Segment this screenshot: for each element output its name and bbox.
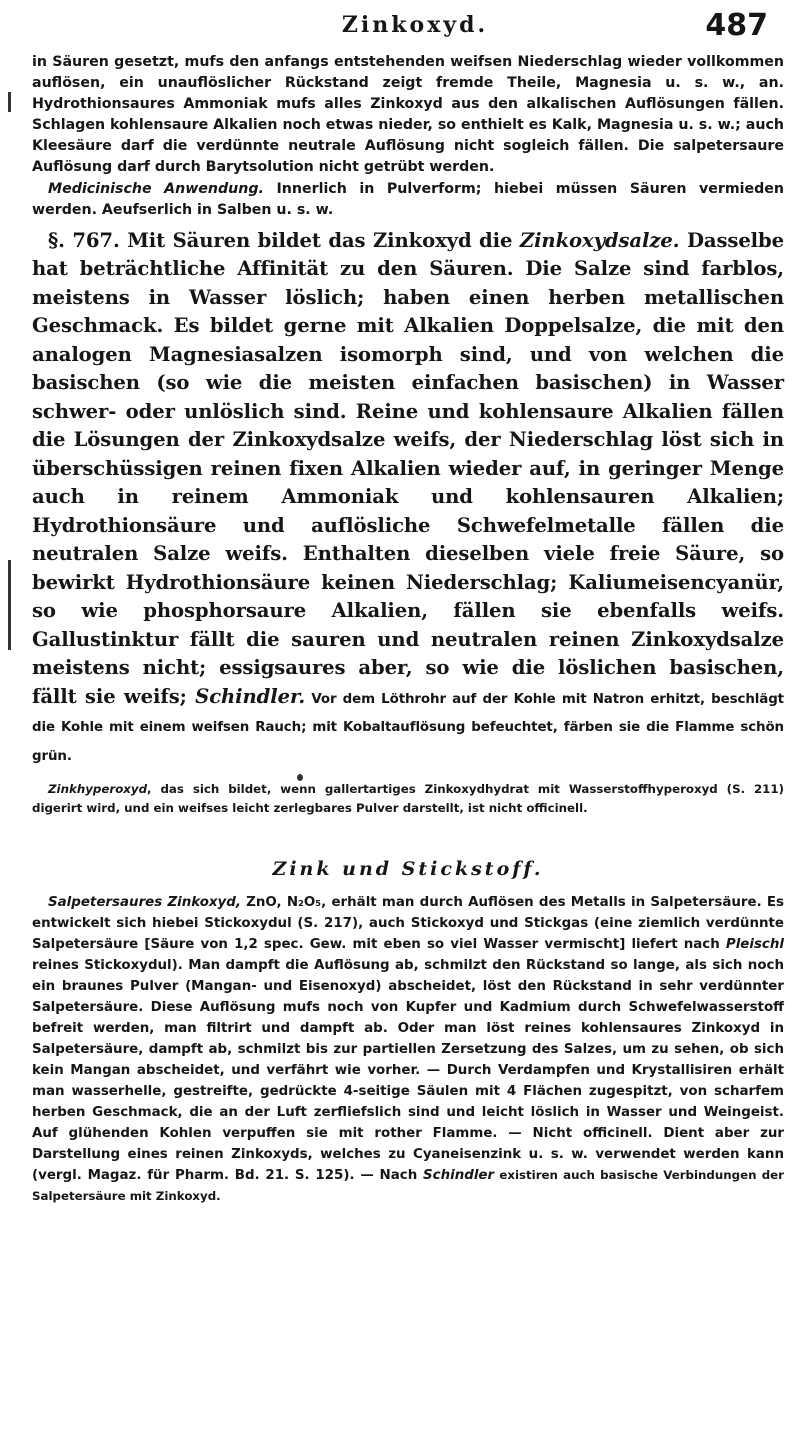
author-pleischl: Pleischl	[725, 937, 784, 953]
section-small-text: Vor dem Löthrohr auf der Kohle mit Natron erhitzt, beschlägt die Kohle mit einem weifsen Rauch; mit Kobaltauflösung befeuchtet, färben sie die Flamme schön grün.	[32, 691, 784, 764]
author-schindler-2: Schindler	[423, 1168, 495, 1184]
margin-mark	[8, 560, 11, 650]
label-medicinal-use: Medicinische Anwendung.	[48, 180, 264, 197]
text-zinkhyperoxyd: , das sich bildet, wenn gallertartiges Zinkoxydhydrat mit Wasserstoffhyperoxyd (S. 211) digerirt wird, und ein weifses leicht zerlegbares Pulver darstellt, ist nicht officinell.	[32, 782, 784, 816]
section-lead: Mit Säuren bildet das Zinkoxyd die	[119, 228, 520, 252]
section-heading: Zink und Stickstoff.	[272, 858, 544, 881]
paragraph-zinkhyperoxyd	[32, 780, 784, 818]
section-text: Dasselbe hat beträchtliche Affinität zu den Säuren. Die Salze sind farblos, meistens in Wasser löslich; haben einen herben metallischen Geschmack. Es bildet gerne mit Alkalien Doppelsalze, die mit den analogen Magnesiasalzen isomorph sind, und von welchen die basischen (so wie die meisten einfachen basischen) in Wasser schwer- oder unlöslich sind. Reine und kohlensaure Alkalien fällen die Lösungen der Zinkoxydsalze weifs, der Niederschlag löst sich in überschüssigen reinen fixen Alkalien wieder auf, in geringer Menge auch in reinem Ammoniak und kohlensauren Alkalien; Hydrothionsäure und auflösliche Schwefelmetalle fällen die neutralen Salze weifs. Enthalten dieselben viele freie Säure, so bewirkt Hydrothionsäure keinen Niederschlag; Kaliumeisencyanür, so wie phosphorsaure Alkalien, fällen sie ebenfalls weifs. Gallustinktur fällt die sauren und neutralen reinen Zinkoxydsalze meistens nicht; essigsaures aber, so wie die löslichen basischen, fällt sie weifs;	[32, 228, 784, 708]
text-zinc-nitrate-2: reines Stickoxydul). Man dampft die Auflösung ab, schmilzt den Rückstand so lange, als sich noch ein braunes Pulver (Mangan- und Eisenoxyd) abscheidet, löst den Rückstand in sehr verdünnter Salpetersäure. Diese Auflösung mufs noch von Kupfer und Kadmium durch Schwefelwasserstoff befreit werden, man filtrirt und dampft ab. Oder man löst reines kohlensaures Zinkoxyd in Salpetersäure, dampft ab, schmilzt bis zur partiellen Zersetzung des Salzes, um zu sehen, ob sich kein Mangan abscheidet, und verfährt wie vorher. — Durch Verdampfen und Krystallisiren erhält man wasserhelle, gestreifte, gedrückte 4-seitige Säulen mit 4 Flächen zugespitzt, von scharfem herben Geschmack, die an der Luft zerfliefslich sind und leicht löslich in Wasser und Weingeist. Auf glühenden Kohlen verpuffen sie mit rother Flamme. — Nicht officinell. Dient aber zur Darstellung eines reinen Zinkoxyds, welches zu Cyaneisenzink u. s. w. verwendet werden kann (vergl. Magaz. für Pharm. Bd. 21. S. 125). — Nach	[32, 958, 784, 1184]
formula-zinc-nitrate: ZnO, N₂O₅,	[240, 895, 327, 911]
paragraph-zinc-nitrate	[32, 892, 784, 1207]
text-zinc-nitrate-3: existiren auch basische Verbindungen der Salpetersäure mit Zinkoxyd.	[32, 1168, 784, 1204]
page-number: 487	[705, 8, 768, 43]
text-zinc-nitrate-1: erhält man durch Auflösen des Metalls in Salpetersäure. Es entwickelt sich hiebei Stickoxydul (S. 217), auch Stickoxyd und Stickgas (eine ziemlich verdünnte Salpetersäure [Säure von 1,2 spec. Gew. mit eben so viel Wasser vermischt] liefert nach	[32, 895, 785, 953]
paragraph-purity-tests: in Säuren gesetzt, mufs den anfangs entstehenden weifsen Niederschlag wieder vollkommen auflösen, ein unauflöslicher Rückstand zeigt fremde Theile, Magnesia u. s. w., an. Hydrothionsaures Ammoniak mufs alles Zinkoxyd aus den alkalischen Auflösungen fällen. Schlagen kohlensaure Alkalien noch etwas nieder, so enthielt es Kalk, Magnesia u. s. w.; auch Kleesäure darf die verdünnte neutrale Auflösung nicht sogleich fällen. Die salpetersaure Auflösung darf durch Barytsolution nicht getrübt werden.	[32, 54, 784, 176]
term-zinkoxydsalze: Zinkoxydsalze.	[519, 228, 680, 252]
author-schindler: Schindler.	[195, 684, 306, 708]
text-medicinal-use: Innerlich in Pulverform; hiebei müssen Säuren vermieden werden. Aeufserlich in Salben u. s. w.	[32, 180, 784, 218]
running-title: Zinkoxyd.	[341, 12, 489, 38]
margin-mark	[8, 92, 11, 112]
term-zinc-nitrate: Salpetersaures Zinkoxyd,	[48, 895, 241, 911]
running-head	[0, 6, 800, 46]
ink-dot	[297, 774, 303, 781]
page-body	[32, 52, 784, 1207]
paragraph-section-767	[32, 227, 784, 769]
section-number: §. 767.	[48, 228, 120, 252]
term-zinkhyperoxyd: Zinkhyperoxyd	[48, 782, 148, 797]
paragraph-medicinal-use	[32, 179, 784, 221]
